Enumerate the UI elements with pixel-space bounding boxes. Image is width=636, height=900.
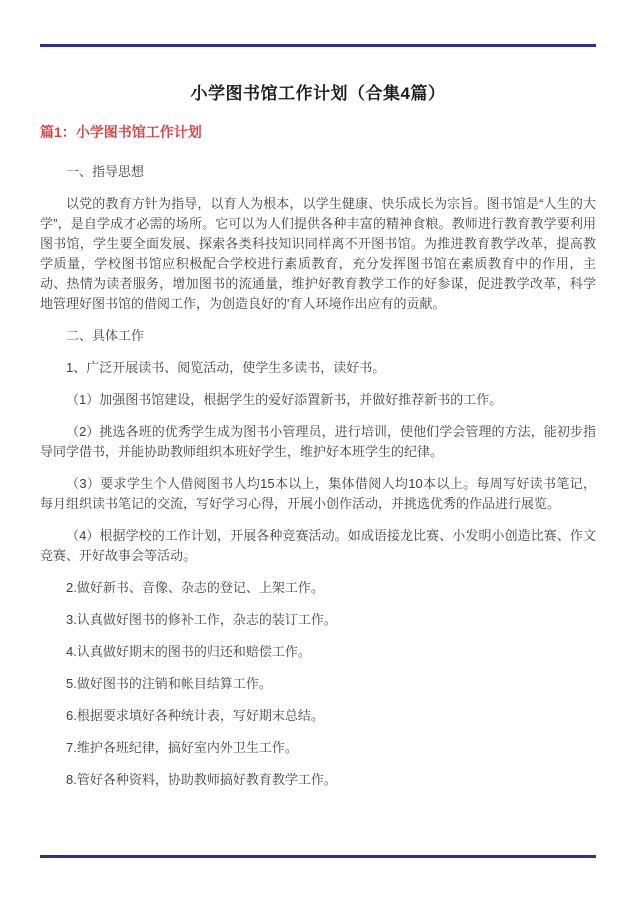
section-heading: 篇1：小学图书馆工作计划 <box>40 124 202 140</box>
document-body <box>0 47 636 802</box>
paragraph-guiding-ideology-heading: 一、指导思想 <box>66 164 145 179</box>
paragraph-specific-work-heading: 二、具体工作 <box>66 328 145 343</box>
paragraph-item-8: 8.管好各种资料，协助教师搞好教育教学工作。 <box>66 772 337 787</box>
paragraph-item-2: 2.做好新书、音像、杂志的登记、上架工作。 <box>66 580 324 595</box>
paragraph-item-6: 6.根据要求填好各种统计表，写好期末总结。 <box>66 708 324 723</box>
paragraph-item-1-3: （3）要求学生个人借阅图书人均15本以上，集体借阅人均10本以上。每周写好读书笔记，每月组织读书笔记的交流，写好学习心得，开展小创作活动，并挑选优秀的作品进行展览。 <box>40 476 596 511</box>
paragraph-item-1-1: （1）加强图书馆建设，根据学生的爱好添置新书，并做好推荐新书的工作。 <box>66 392 503 407</box>
document-title: 小学图书馆工作计划（合集4篇） <box>190 84 446 103</box>
bottom-rule <box>40 855 596 858</box>
paragraph-guiding-ideology-body: 以党的教育方针为指导，以育人为根本，以学生健康、快乐成长为宗旨。图书馆是“人生的大学”，是自学成才必需的场所。它可以为人们提供各种丰富的精神食粮。教师进行教育教学要利用图书馆，学生要全面发展、探索各类科技知识同样离不开图书馆。为推进教育教学改革，提高教学质量，学校图书馆应积极配合学校进行素质教育，充分发挥图书馆在素质教育中的作用，主动、热情为读者服务，增加图书的流通量，维护好教育教学工作的好参谋，促进教学改革，科学地管理好图书馆的借阅工作，为创造良好的'育人环境作出应有的贡献。 <box>40 196 596 311</box>
paragraph-item-1-2: （2）挑选各班的优秀学生成为图书小管理员，进行培训，使他们学会管理的方法，能初步指导同学借书，并能协助教师组织本班好学生，维护好本班学生的纪律。 <box>40 424 596 459</box>
paragraph-item-7: 7.维护各班纪律，搞好室内外卫生工作。 <box>66 740 298 755</box>
paragraph-item-4: 4.认真做好期末的图书的归还和赔偿工作。 <box>66 644 311 659</box>
paragraph-item-1: 1、广泛开展读书、阅览活动，使学生多读书，读好书。 <box>66 360 386 375</box>
paragraph-item-1-4: （4）根据学校的工作计划，开展各种竞赛活动。如成语接龙比赛、小发明小创造比赛、作文竞赛、开好故事会等活动。 <box>40 528 596 563</box>
paragraph-item-5: 5.做好图书的注销和帐目结算工作。 <box>66 676 272 691</box>
paragraph-item-3: 3.认真做好图书的修补工作，杂志的装订工作。 <box>66 612 337 627</box>
